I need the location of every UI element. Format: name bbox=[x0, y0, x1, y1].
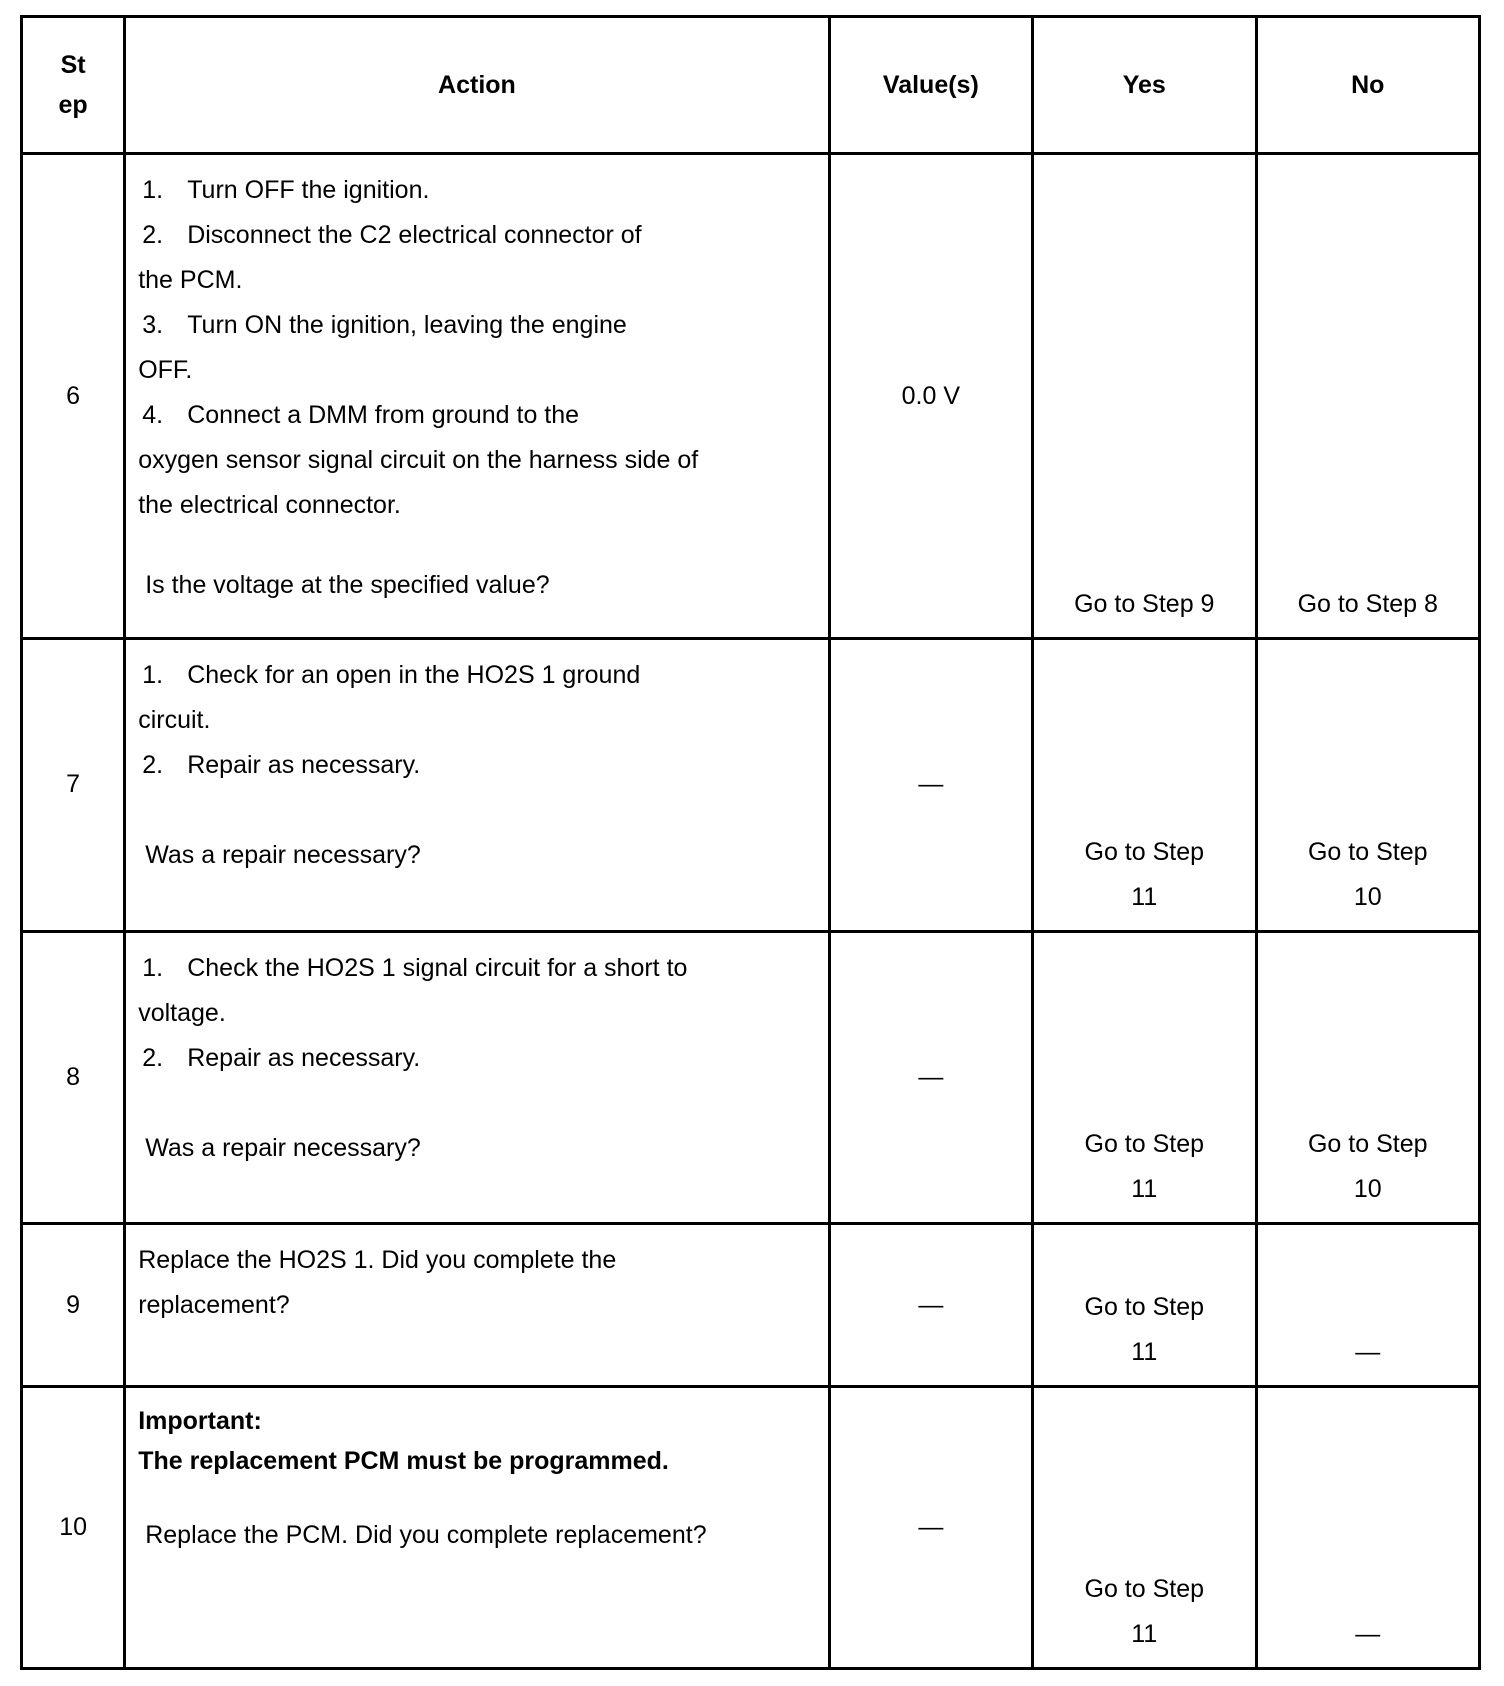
header-values: Value(s) bbox=[829, 17, 1032, 154]
action-cell bbox=[125, 1224, 829, 1387]
yes-result: Go to Step 11 bbox=[1084, 1575, 1205, 1648]
table-row bbox=[22, 1224, 1480, 1387]
action-line: 1. Turn OFF the ignition. bbox=[142, 176, 430, 204]
no-cell bbox=[1256, 931, 1480, 1224]
action-line: 3. Turn ON the ignition, leaving the engine bbox=[142, 311, 627, 339]
action-line: 2. Repair as necessary. bbox=[142, 751, 421, 780]
value-cell: 0.0 V bbox=[829, 154, 1032, 639]
action-line: 4. Connect a DMM from ground to the bbox=[142, 401, 580, 429]
action-cell bbox=[125, 154, 829, 639]
step-number: 10 bbox=[22, 1387, 125, 1669]
action-line: OFF. bbox=[138, 356, 193, 384]
action-question: Was a repair necessary? bbox=[145, 841, 421, 870]
value-cell: — bbox=[829, 639, 1032, 932]
step-number: 9 bbox=[22, 1224, 125, 1387]
step-number: 6 bbox=[22, 154, 125, 639]
yes-cell bbox=[1033, 1224, 1256, 1387]
action-question: Replace the PCM. Did you complete replacement? bbox=[145, 1521, 707, 1550]
action-line: Replace the HO2S 1. Did you complete the bbox=[138, 1246, 617, 1275]
action-line: replacement? bbox=[138, 1291, 290, 1320]
header-action: Action bbox=[125, 17, 829, 154]
value-cell: — bbox=[829, 931, 1032, 1224]
action-cell bbox=[125, 639, 829, 932]
yes-cell bbox=[1033, 639, 1256, 932]
action-cell bbox=[125, 1387, 829, 1669]
step-number: 7 bbox=[22, 639, 125, 932]
no-cell bbox=[1256, 154, 1480, 639]
action-cell bbox=[125, 931, 829, 1224]
value-cell: — bbox=[829, 1224, 1032, 1387]
yes-cell bbox=[1033, 931, 1256, 1224]
yes-cell bbox=[1033, 154, 1256, 639]
table-row bbox=[22, 639, 1480, 932]
header-row bbox=[22, 17, 1480, 154]
no-cell bbox=[1256, 1387, 1480, 1669]
diagnostic-table bbox=[20, 15, 1481, 1670]
value-cell: — bbox=[829, 1387, 1032, 1669]
header-no: No bbox=[1256, 17, 1480, 154]
no-result: Go to Step 10 bbox=[1307, 837, 1428, 911]
no-result: Go to Step 8 bbox=[1297, 590, 1438, 619]
no-result: Go to Step 10 bbox=[1307, 1130, 1428, 1204]
yes-result: Go to Step 11 bbox=[1084, 1293, 1205, 1367]
action-line: circuit. bbox=[138, 706, 211, 735]
header-yes: Yes bbox=[1033, 17, 1256, 154]
no-cell bbox=[1256, 1224, 1480, 1387]
table-row bbox=[22, 1387, 1480, 1669]
action-line: oxygen sensor signal circuit on the harness side of bbox=[138, 446, 699, 474]
yes-cell bbox=[1033, 1387, 1256, 1669]
action-line: the PCM. bbox=[138, 266, 243, 294]
yes-result: Go to Step 11 bbox=[1084, 1130, 1205, 1204]
table-row bbox=[22, 154, 1480, 639]
no-cell bbox=[1256, 639, 1480, 932]
table-row bbox=[22, 931, 1480, 1224]
important-note: The replacement PCM must be programmed. bbox=[138, 1447, 669, 1476]
action-line: 2. Disconnect the C2 electrical connector of bbox=[142, 221, 642, 249]
action-line: the electrical connector. bbox=[138, 491, 401, 519]
header-step-line: ep bbox=[58, 91, 88, 119]
action-question: Was a repair necessary? bbox=[145, 1133, 421, 1162]
header-step bbox=[22, 17, 125, 154]
action-question: Is the voltage at the specified value? bbox=[145, 571, 550, 599]
important-label: Important: bbox=[138, 1407, 262, 1436]
yes-result: Go to Step 9 bbox=[1074, 590, 1215, 619]
action-line: 1. Check the HO2S 1 signal circuit for a short to bbox=[142, 953, 688, 982]
action-line: 2. Repair as necessary. bbox=[142, 1043, 421, 1072]
no-result: — bbox=[1355, 1620, 1381, 1648]
action-line: voltage. bbox=[138, 998, 226, 1027]
header-step-line: St bbox=[60, 51, 86, 79]
step-number: 8 bbox=[22, 931, 125, 1224]
action-line: 1. Check for an open in the HO2S 1 ground bbox=[142, 661, 641, 690]
no-result: — bbox=[1355, 1338, 1381, 1367]
yes-result: Go to Step 11 bbox=[1084, 837, 1205, 911]
